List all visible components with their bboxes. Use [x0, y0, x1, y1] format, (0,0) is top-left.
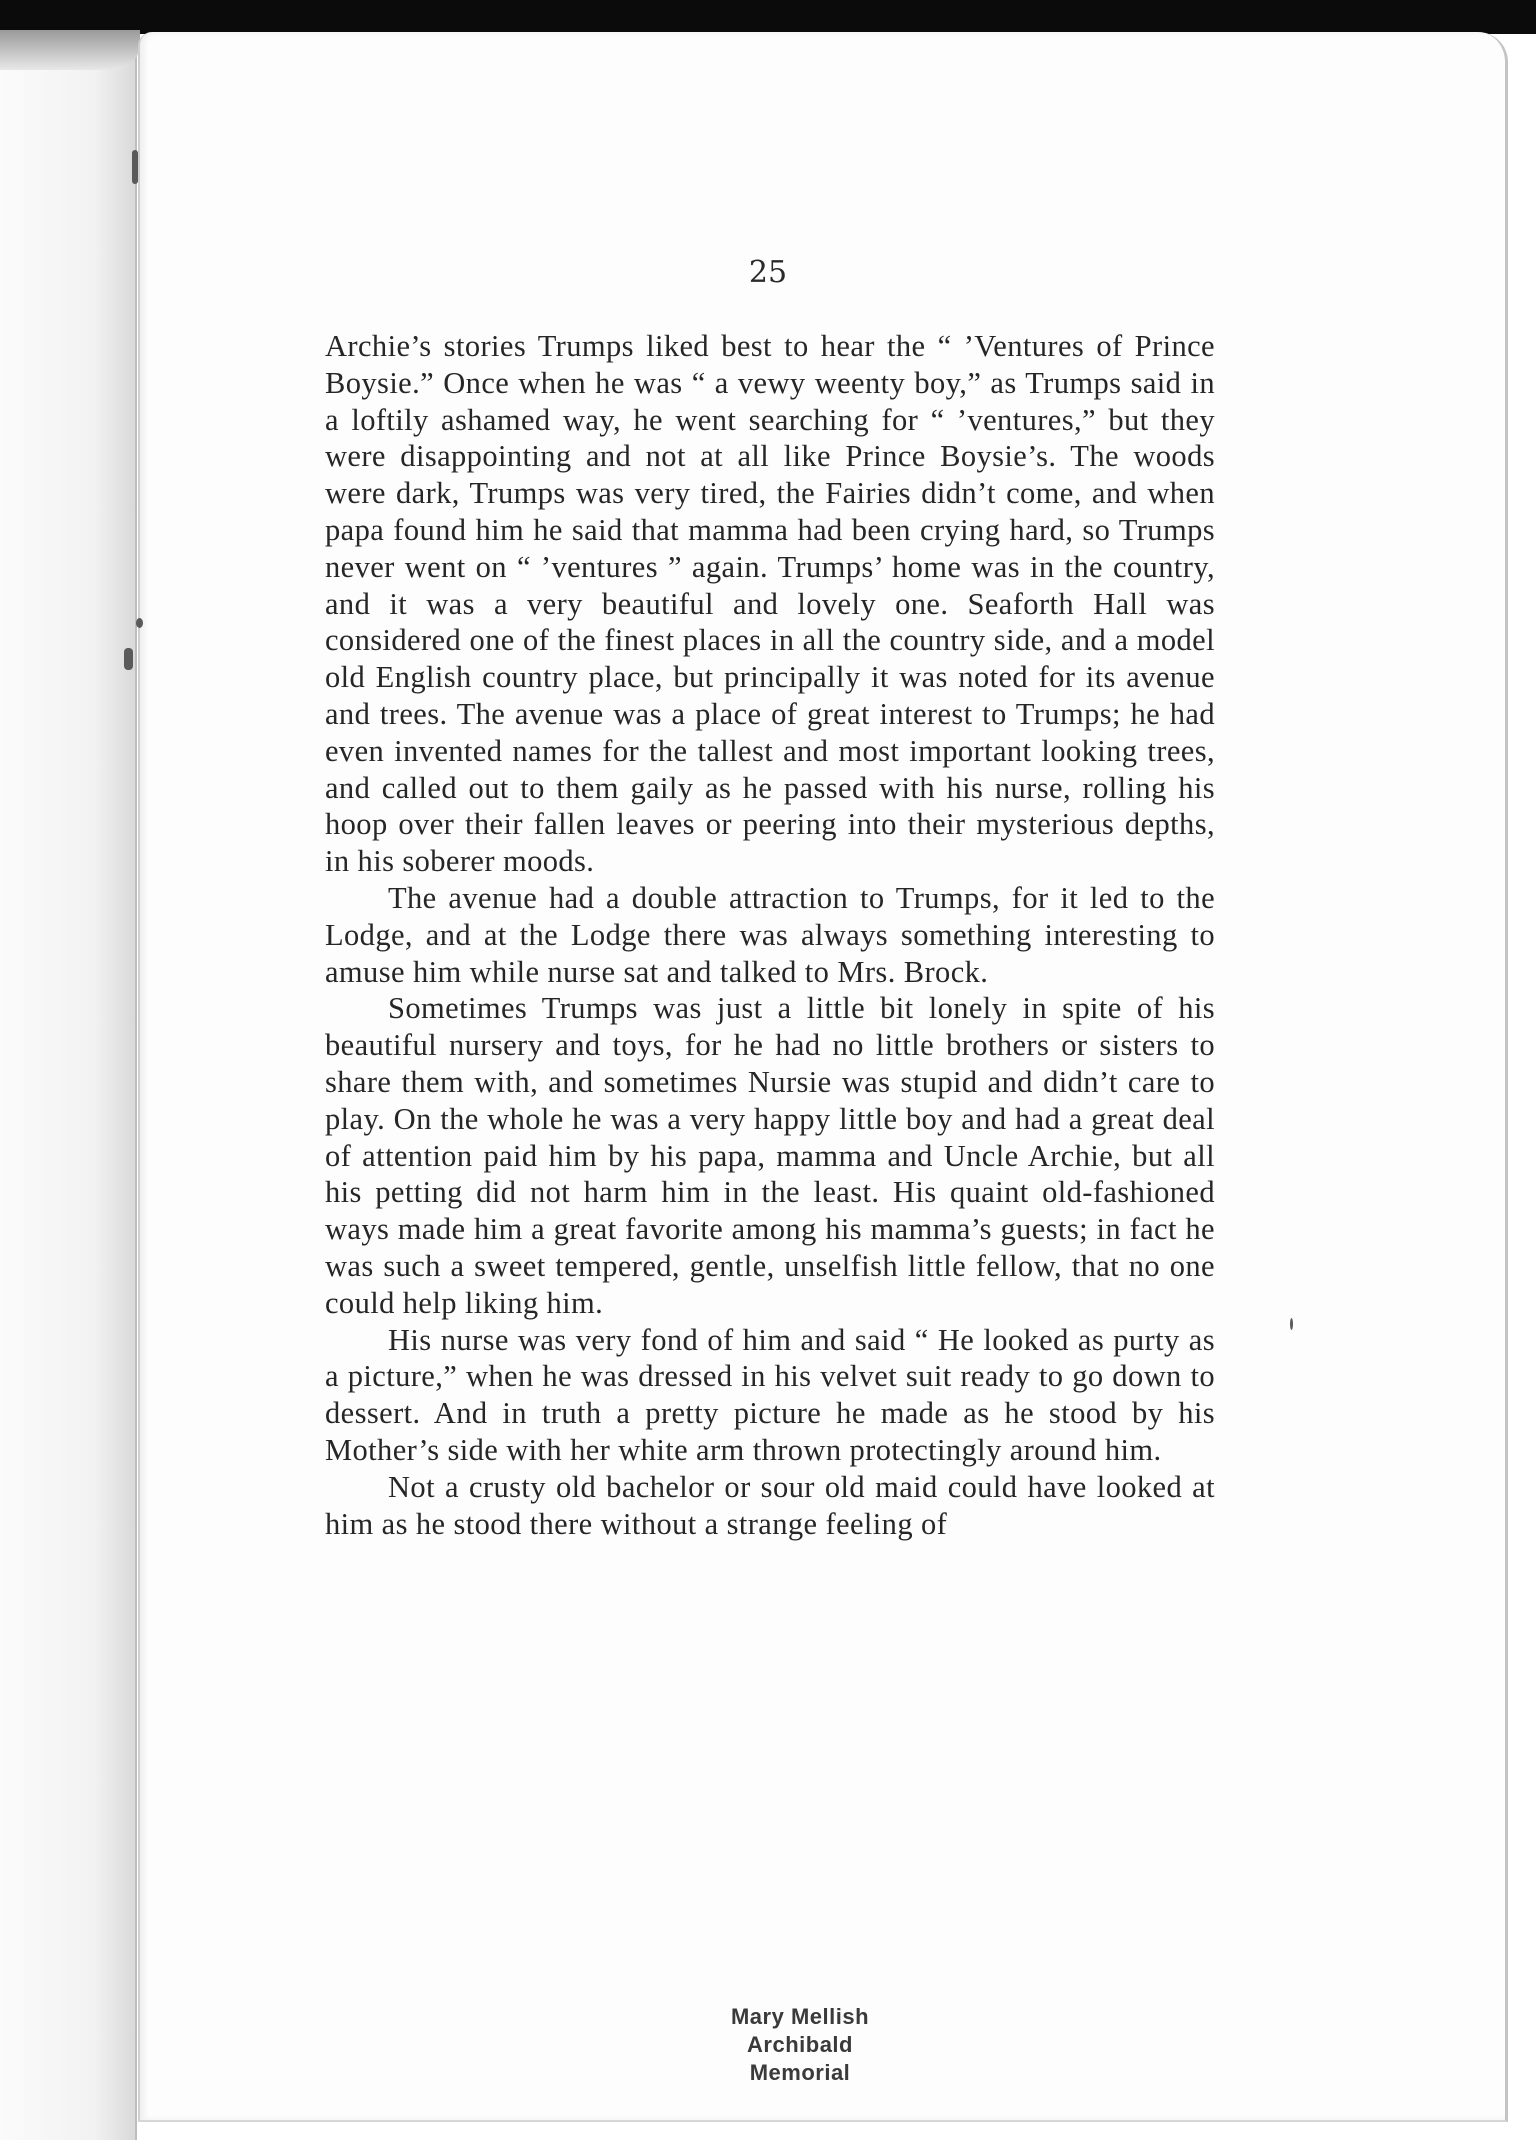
ink-speck [1290, 1318, 1293, 1330]
library-stamp [700, 2003, 900, 2087]
paragraph: His nurse was very fond of him and said “ He looked as purty as a picture,” when he was dressed in his velvet suit ready to go down to dessert. And in truth a pretty picture he made as he stood by his Mother’s side with her white arm thrown protectingly around him. [325, 1322, 1215, 1467]
stamp-line: Mary Mellish [730, 2004, 870, 2029]
page-number: 25 [748, 255, 788, 290]
ink-speck [136, 618, 143, 628]
paragraph: Archie’s stories Trumps liked best to hear the “ ’Ventures of Prince Boysie.” Once when he was “ a vewy weenty boy,” as Trumps said in a loftily ashamed way, he went searching for “ ’ventures,” but they were disappointing and not at all like Prince Boysie’s. The woods were dark, Trumps was very tired, the Fairies didn’t come, and when papa found him he said that mamma had been crying hard, so Trumps never went on “ ’ventures ” again. Trumps’ home was in the country, and it was a very beautiful and lovely one. Seaforth Hall was considered one of the finest places in all the country side, and a model old English country place, but principally it was noted for its avenue and trees. The avenue was a place of great interest to Trumps; he had even invented names for the tallest and most important looking trees, and called out to them gaily as he passed with his nurse, rolling his hoop over their fallen leaves or peering into their mysterious depths, in his soberer moods. [325, 329, 1215, 879]
body-text [325, 328, 1215, 1542]
stamp-line: Archibald [747, 2032, 853, 2057]
previous-page-curl [0, 30, 140, 70]
scan-top-border [0, 0, 1536, 34]
paragraph: Sometimes Trumps was just a little bit lonely in spite of his beautiful nursery and toys, for he had no little brothers or sisters to share them with, and sometimes Nursie was stupid and didn’t care to play. On the whole he was a very happy little boy and had a great deal of attention paid him by his papa, mamma and Uncle Archie, but all his petting did not harm him in the least. His quaint old-fashioned ways made him a great favorite among his mamma’s guests; in fact he was such a sweet tempered, gentle, unselfish little fellow, that no one could help liking him. [325, 991, 1215, 1320]
paragraph: The avenue had a double attraction to Trumps, for it led to the Lodge, and at the Lodge there was always something interesting to amuse him while nurse sat and talked to Mrs. Brock. [325, 880, 1215, 989]
stamp-line: Memorial [749, 2060, 851, 2085]
previous-page-edge [0, 30, 137, 2140]
ink-speck [124, 648, 133, 670]
ink-speck [132, 150, 138, 184]
paragraph: Not a crusty old bachelor or sour old maid could have looked at him as he stood there without a strange feeling of [325, 1469, 1215, 1541]
